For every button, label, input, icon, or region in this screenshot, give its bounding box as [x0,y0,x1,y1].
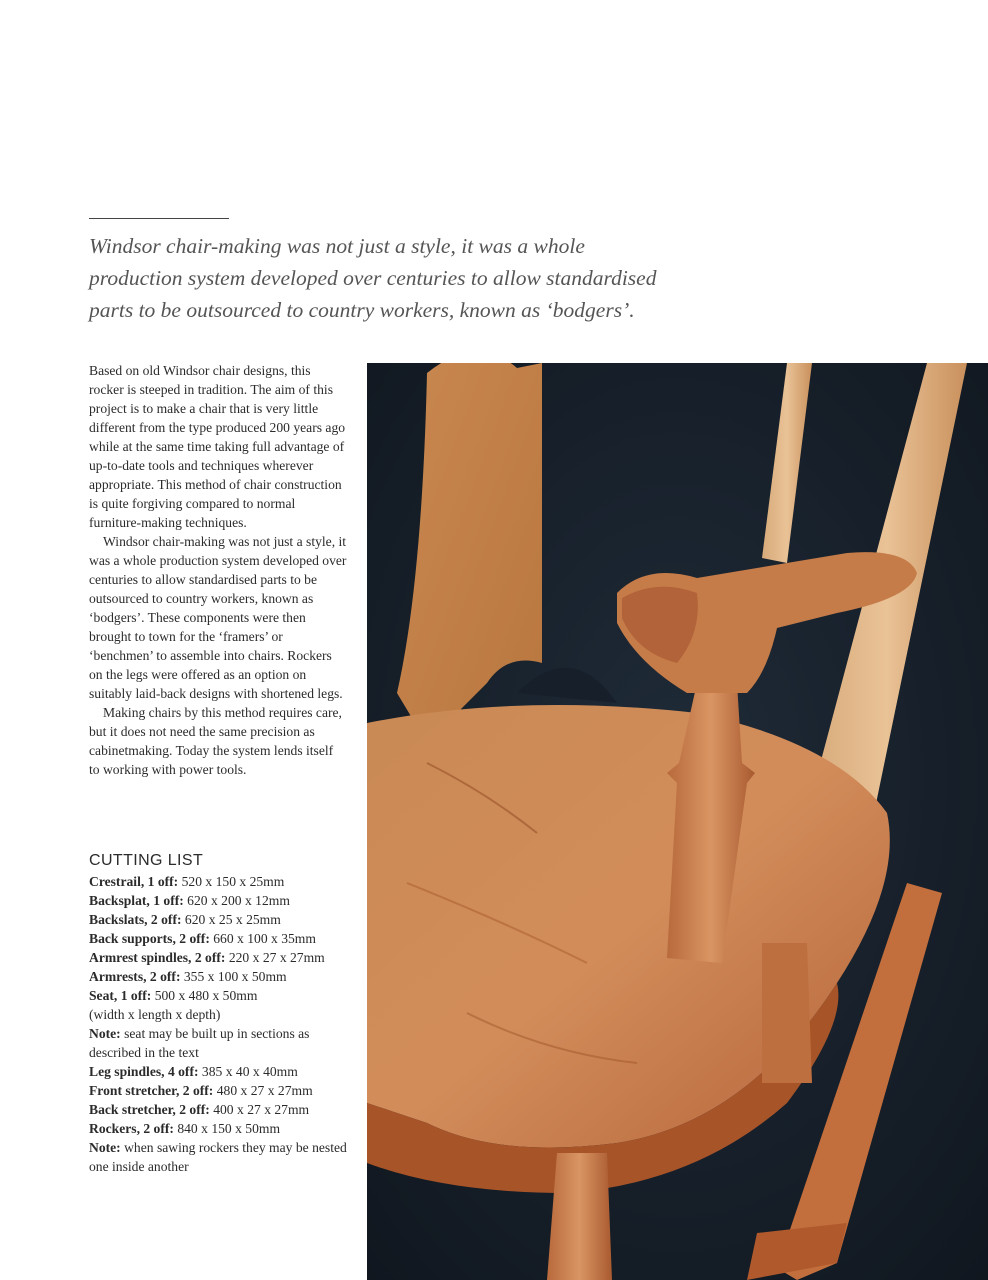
item-label: Back supports, 2 off: [89,931,210,946]
item-label: Back stretcher, 2 off: [89,1102,210,1117]
item-value: 620 x 200 x 12mm [183,893,290,908]
item-value: when sawing rockers they may be nested one inside another [89,1140,347,1174]
rear-leg [762,943,812,1083]
item-label: Note: [89,1026,121,1041]
cutting-list-item [89,929,351,948]
item-value: 660 x 100 x 35mm [209,931,316,946]
item-value: 500 x 480 x 50mm [151,988,258,1003]
body-paragraph: Based on old Windsor chair designs, this rocker is steeped in tradition. The aim of this project is to make a chair that is very little different from the type produced 200 years ago while at the same time taking full advantage of up-to-date tools and techniques wherever appropriate. This method of chair construction is quite forgiving compared to normal furniture-making techniques. [89,363,346,530]
pull-quote-line: production system developed over centuries to allow standardised [89,266,657,290]
cutting-list-note [89,1138,351,1176]
item-label: Rockers, 2 off: [89,1121,174,1136]
cutting-list-item [89,1081,351,1100]
item-label: Front stretcher, 2 off: [89,1083,214,1098]
rocking-chair-photo [367,363,988,1280]
cutting-list-item [89,986,351,1005]
item-value: 620 x 25 x 25mm [181,912,281,927]
item-value: 355 x 100 x 50mm [180,969,287,984]
item-value: (width x length x depth) [89,1007,221,1022]
body-text [89,361,347,779]
item-label: Crestrail, 1 off: [89,874,179,889]
item-value: 840 x 150 x 50mm [173,1121,281,1136]
item-label: Armrest spindles, 2 off: [89,950,226,965]
cutting-list-item [89,1119,351,1138]
item-value: 400 x 27 x 27mm [209,1102,310,1117]
front-leg [547,1153,612,1280]
cutting-list-item [89,872,351,891]
cutting-list-note [89,1024,351,1062]
pull-quote-line: parts to be outsourced to country workers, known as ‘bodgers’. [89,298,635,322]
body-paragraph: Making chairs by this method requires care, but it does not need the same precision as cabinetmaking. Today the system lends itself to working with power tools. [89,705,342,777]
item-label: Backslats, 2 off: [89,912,182,927]
cutting-list-item [89,1100,351,1119]
item-value: seat may be built up in sections as described in the text [89,1026,310,1060]
pull-quote-line: Windsor chair-making was not just a style, it was a whole [89,234,585,258]
cutting-list-item [89,891,351,910]
item-label: Leg spindles, 4 off: [89,1064,199,1079]
item-value: 385 x 40 x 40mm [198,1064,298,1079]
item-label: Backsplat, 1 off: [89,893,184,908]
item-label: Armrests, 2 off: [89,969,181,984]
cutting-list-item [89,967,351,986]
item-value: 220 x 27 x 27mm [225,950,325,965]
item-label: Note: [89,1140,121,1155]
body-paragraph: Windsor chair-making was not just a style, it was a whole production system developed over centuries to allow standardised parts to be outsourced to country workers, known as ‘bodgers’. These components were then brought to town for the ‘framers’ or ‘benchmen’ to assemble into chairs. Rockers on the legs were offered as an option on suitably laid-back designs with shortened legs. [89,534,347,701]
cutting-list-heading: CUTTING LIST [89,852,204,869]
item-label: Seat, 1 off: [89,988,152,1003]
item-value: 480 x 27 x 27mm [213,1083,313,1098]
cutting-list [89,872,351,1176]
cutting-list-item [89,910,351,929]
cutting-list-item [89,1062,351,1081]
cutting-list-item [89,1005,351,1024]
item-value: 520 x 150 x 25mm [178,874,285,889]
pull-quote-rule [89,218,229,219]
rocking-chair-illustration [367,363,988,1280]
cutting-list-item [89,948,351,967]
pull-quote [89,230,689,326]
